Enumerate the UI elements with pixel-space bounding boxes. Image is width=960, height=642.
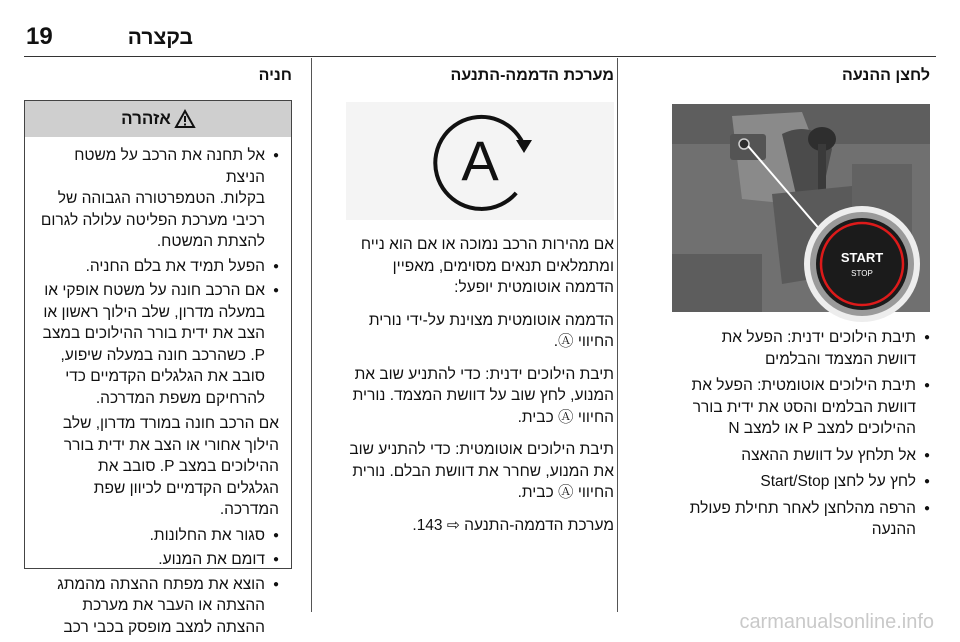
list-item: ● אל תחנה את הרכב על משטח הניצת בקלות. הטמפרטורה הגבוהה של רכיבי מערכת הפליטה עלולה לגרום להצתת המשטח. <box>35 145 279 253</box>
cross-reference: מערכת הדממה-התנעה ⇨ 143. <box>412 516 614 534</box>
list-item: ● הרפה מהלחצן לאחר תחילת פעולת ההנעה <box>670 498 930 541</box>
column-parking <box>24 58 292 636</box>
section-heading-parking: חניה <box>258 67 292 84</box>
list-item: ● הפעל תמיד את בלם החניה. <box>35 256 279 278</box>
page-number: 19 <box>26 23 53 50</box>
list-item: ● הוצא את מפתח ההצתה מהמתג ההצתה או העבר את מערכת ההצתה למצב מופסק בכבי רכב <box>35 574 279 639</box>
warning-triangle-icon <box>175 110 195 128</box>
warning-title: אזהרה <box>121 109 171 128</box>
list-item: ● דומם את המנוע. <box>35 549 279 571</box>
section-heading-stop-start: מערכת הדממה-התנעה <box>450 67 614 84</box>
warning-header <box>25 101 291 137</box>
list-item: ● אל תלחץ על דוושת ההאצה <box>670 445 930 467</box>
section-heading-start-button: לחצן ההנעה <box>842 67 930 84</box>
column-divider <box>617 58 618 612</box>
list-item: ● סגור את החלונות. <box>35 525 279 547</box>
warning-box <box>24 100 292 636</box>
auto-stop-indicator-icon <box>420 106 540 216</box>
stop-label: STOP <box>851 269 873 278</box>
section-title: בקצרה <box>127 26 193 49</box>
paragraph: אם מהירות הרכב נמוכה או אם הוא נייח ומתמלאים תנאים מסוימים, מאפיין הדממה אוטומטית יופעל: <box>360 236 614 296</box>
warning-list <box>35 145 279 409</box>
warning-paragraph: אם הרכב חונה במורד מדרון, שלב הילוך אחורי או הצב את ידית בורר ההילוכים במצב P. סובב את הגלגלים הקדמיים לכיוון שפת המדרכה. <box>62 415 279 518</box>
auto-stop-symbol <box>346 102 614 220</box>
list-item: ● תיבת הילוכים אוטומטית: הפעל את דוושת הבלמים והסט את ידית בורר ההילוכים למצב P או למצב N <box>670 375 930 440</box>
dashboard-illustration <box>672 104 930 312</box>
column-stop-start <box>346 58 614 536</box>
watermark: carmanualsonline.info <box>739 611 934 633</box>
warning-body <box>25 137 291 638</box>
start-label: START <box>840 250 884 265</box>
start-stop-button-photo <box>672 104 930 312</box>
column-divider <box>311 58 312 612</box>
list-item: ● לחץ על לחצן Start/Stop <box>670 471 930 493</box>
header-divider <box>24 56 936 57</box>
warning-list-2 <box>35 525 279 639</box>
paragraph: תיבת הילוכים ידנית: כדי להתניע שוב את המנוע, לחץ שוב על דוושת המצמד. נורית החיווי Ⓐ כבית. <box>352 365 614 426</box>
paragraph: הדממה אוטומטית מצוינת על-ידי נורית החיווי Ⓐ. <box>368 311 614 350</box>
start-steps-list <box>670 327 930 541</box>
list-item: ● תיבת הילוכים ידנית: הפעל את דוושת המצמד והבלמים <box>670 327 930 370</box>
list-item: ● אם הרכב חונה על משטח אופקי או במעלה מדרון, שלב הילוך ראשון או הצב את ידית בורר ההילוכים במצב P. כשהרכב חונה במעלה שיפוע, סובב את הגלגלים הקדמיים כדי להרחיקם משפת המדרכה. <box>35 280 279 409</box>
symbol-letter: A <box>461 129 499 192</box>
paragraph: תיבת הילוכים אוטומטית: כדי להתניע שוב את המנוע, שחרר את דוושת הבלם. נורית החיווי Ⓐ כבית. <box>349 441 614 501</box>
column-start-button <box>670 58 930 541</box>
